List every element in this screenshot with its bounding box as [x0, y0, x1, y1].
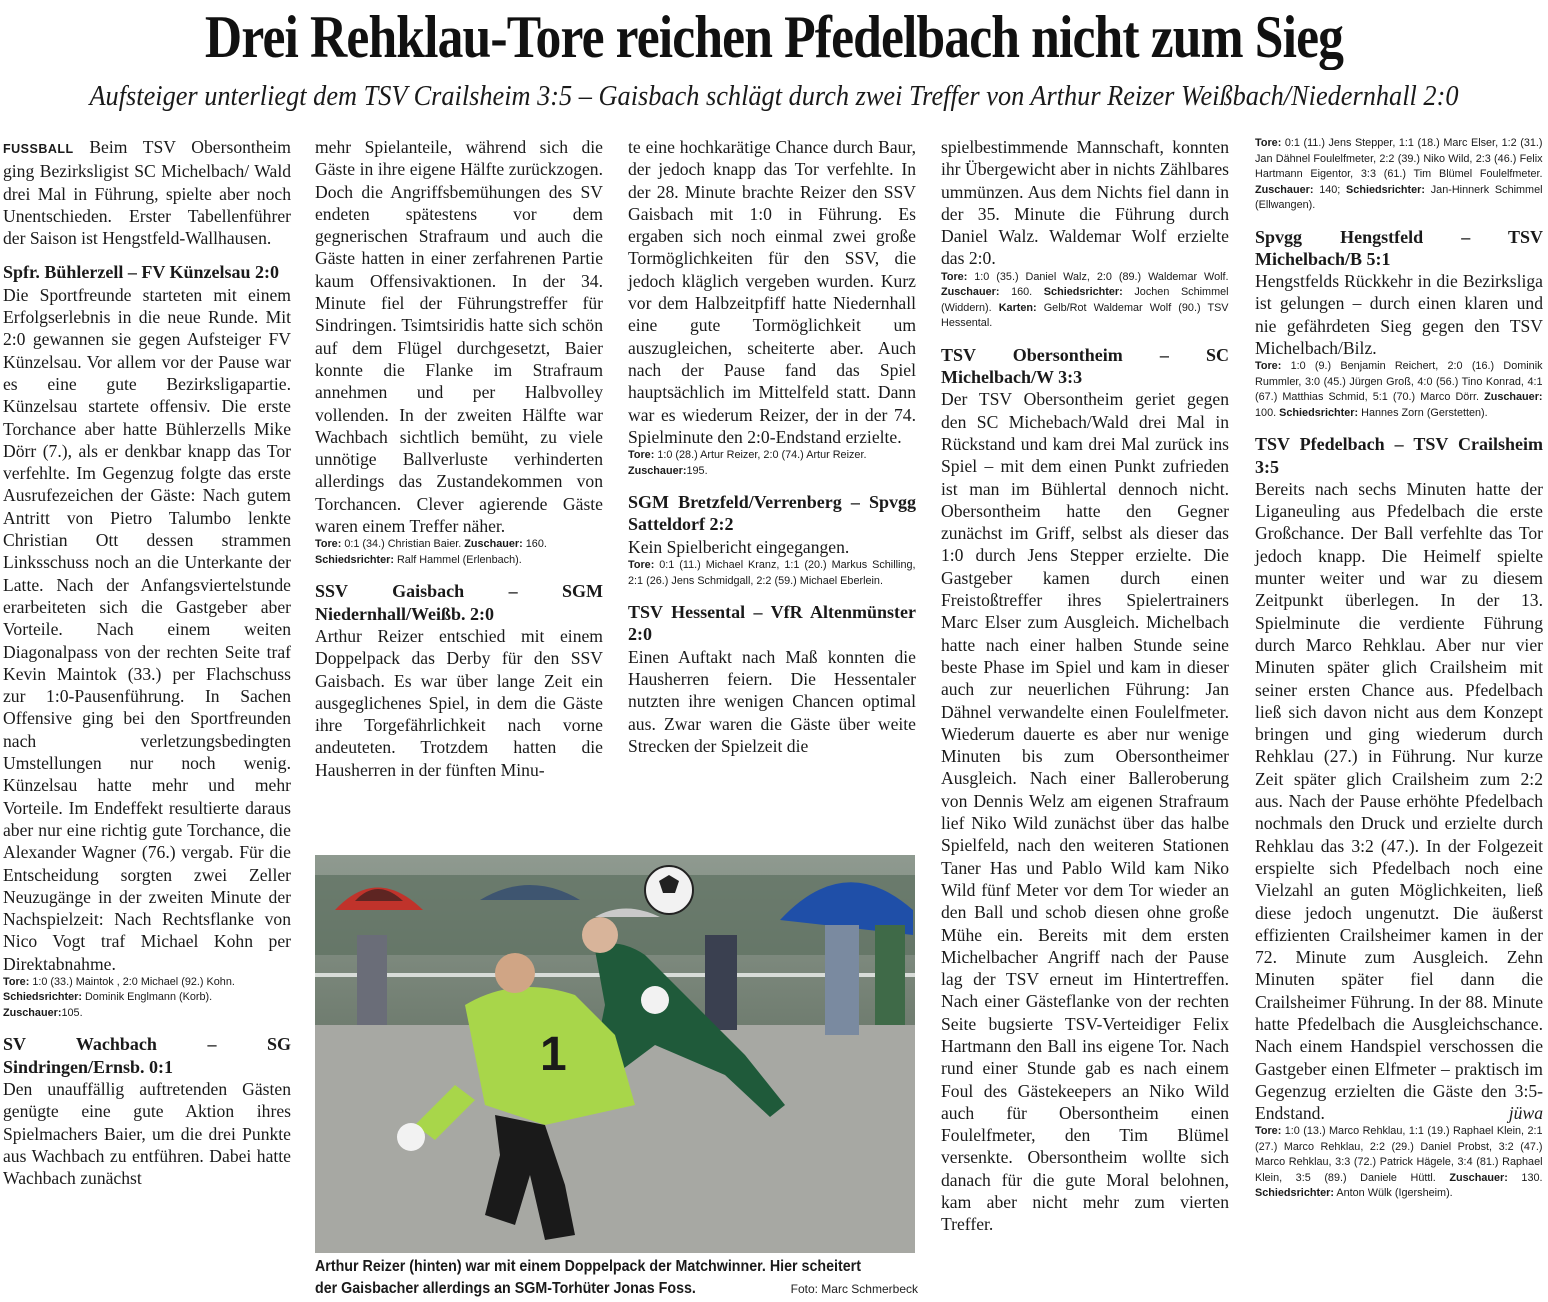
- stat-value: 1:0 (28.) Artur Reizer, 2:0 (74.) Artur Reizer.: [657, 449, 867, 462]
- match-body-gaisbach-part-2: te eine hochkarätige Chance durch Baur, der jedoch knapp das Tor verfehlte. In der 28. Minute brachte Reizer den SSV Gaisbach mit 1:0 in Führung. Es ergaben sich noch einmal zwei große Tormöglichkeiten für den SSV, die jedoch kläglich vergeben wurden. Kurz vor dem Halbzeitpfiff hatte Niedernhall eine gute Tormöglichkeit um auszugleichen, scheiterte aber. Auch nach der Pause fand das Spiel hauptsächlich im Mittelfeld statt. Dann war es wiederum Reizer, der in der 74. Spielminute den 2:0-Endstand erzielte.: [628, 137, 916, 447]
- stat-value: 160.: [1011, 286, 1033, 299]
- stat-label: Tore:: [1255, 1125, 1282, 1138]
- stat-value: Hannes Zorn (Gerstetten).: [1361, 406, 1488, 419]
- photo-caption: Arthur Reizer (hinten) war mit einem Doppelpack der Matchwinner. Hier scheitert der Gaisbacher allerdings an SGM-Torhüter Jonas Foss.: [315, 1258, 861, 1297]
- stat-value: Jochen Schimmel (Widdern).: [941, 286, 1229, 314]
- stat-label: Tore:: [3, 975, 30, 988]
- stat-label: Tore:: [628, 449, 655, 462]
- author-initials: jüwa: [1508, 1103, 1543, 1124]
- stat-value: 105.: [61, 1006, 83, 1019]
- goalkeeper-glove: [397, 1123, 425, 1151]
- match-body-hessental-part-2: spielbestimmende Mannschaft, konnten ihr Übergewicht aber in nichts Zählbares ummünzen. Aus dem Nichts fiel dann in der 35. Minute die Führung durch Daniel Walz. Waldemar Wolf erzielte das 2:0.: [941, 137, 1229, 269]
- subheadline: Aufsteiger unterliegt dem TSV Crailsheim 3:5 – Gaisbach schlägt durch zwei Treffer von Arthur Reizer Weißbach/Niedernhall 2:0: [89, 81, 1459, 112]
- field-player-head: [582, 917, 618, 953]
- stat-value: 1:0 (35.) Daniel Walz, 2:0 (89.) Waldemar Wolf.: [974, 270, 1229, 283]
- match-body-gaisbach-part-1: Arthur Reizer entschied mit einem Doppelpack das Derby für den SSV Gaisbach. Es war über lange Zeit ein ausgeglichenes Spiel, in dem die Gäste ihre Torgefährlichkeit nach vorne andeuteten. Trotzdem hatten die Hausherren in der fünften Minu-: [315, 625, 603, 780]
- stat-label: Zuschauer:: [941, 286, 1000, 299]
- stat-label: Zuschauer:: [464, 538, 523, 551]
- match-stats-buehlerzell: [3, 975, 291, 1022]
- stat-label: Schiedsrichter:: [1279, 406, 1359, 419]
- match-header-bretzfeld: SGM Bretzfeld/Verrenberg – Spvgg Satteldorf 2:2: [628, 492, 916, 535]
- match-body-hessental-part-1: Einen Auftakt nach Maß konnten die Hausherren feiern. Die Hessentaler nutzten ihre wenigen Chancen optimal aus. Zwar waren die Gäste über weite Strecken der Spielzeit die: [628, 646, 916, 756]
- stat-label: Zuschauer:: [1449, 1171, 1508, 1184]
- column-2: [315, 136, 603, 780]
- match-body-pfedelbach: [1255, 478, 1543, 1125]
- column-3: [628, 136, 916, 836]
- stat-value: 130.: [1521, 1171, 1543, 1184]
- match-stats-bretzfeld: [628, 558, 916, 589]
- intro-text: Beim TSV Obersontheim ging Bezirksligist SC Michelbach/ Wald drei Mal in Führung, spielte aber noch Unentschieden. Erster Tabellenführer der Saison ist Hengstfeld-Wallhausen.: [3, 137, 291, 249]
- stat-label: Tore:: [628, 559, 655, 572]
- stat-value: 1:0 (33.) Maintok , 2:0 Michael (92.) Kohn.: [32, 975, 235, 988]
- stat-label: Zuschauer:: [1255, 183, 1314, 196]
- match-stats-hessental: [941, 270, 1229, 332]
- match-header-buehlerzell: Spfr. Bühlerzell – FV Künzelsau 2:0: [3, 262, 280, 283]
- stat-value: Jan-Hinnerk Schimmel (Ellwangen).: [1255, 183, 1543, 211]
- photo-credit: Foto: Marc Schmerbeck: [790, 1282, 918, 1296]
- match-header-obersontheim: TSV Obersontheim – SC Michelbach/W 3:3: [941, 344, 1229, 388]
- stat-value: 160.: [525, 538, 547, 551]
- match-body-wachbach-part-1: Den unauffällig auftretenden Gästen genügte eine gute Aktion ihres Spielmachers Baier, um die drei Punkte aus Wachbach zu entführen. Dabei hatte Wachbach zunächst: [3, 1079, 291, 1189]
- match-body-hengstfeld: Hengstfelds Rückkehr in die Bezirksliga ist gelungen – durch einen klaren und nie gefährdeten Sieg gegen den TSV Michelbach/Bilz.: [1255, 271, 1543, 358]
- match-stats-wachbach: [315, 537, 603, 568]
- spectator: [825, 925, 859, 1035]
- match-body-obersontheim: Der TSV Obersontheim geriet gegen den SC Michebach/Wald drei Mal in Rückstand und kam drei Mal zurück ins Spiel – mit dem einen Punkt zufrieden ist man im Bühlertal dennoch nicht. Obersontheim hatte den Gegner zunächst im Griff, selbst als dieser das 1:0 durch Jens Stepper erzielte. Die Gastgeber kamen durch einen Freistoßtreffer ihres Spielertrainers Marc Elser zum Ausgleich. Michelbach hatte nach einer halben Stunde seine beste Phase im Spiel und kam in dieser auch zur neuerlichen Führung: Jan Dähnel verwandelte einen Foulelfmeter. Wiederum dauerte es aber nur wenige Minuten bis zum Obersontheimer Ausgleich. Nach einer Balleroberung von Dennis Welz am eigenen Strafraum lief Niko Wild zunächst über das halbe Spielfeld, nach den weiteren Stationen Taner Has und Pablo Wild kam Niko Wild fünf Meter vor dem Tor wieder an den Ball und schob diesen ohne große Mühe ein. Bereits mit dem ersten Michelbacher Angriff nach der Pause lag der TSV erneut im Hintertreffen. Nach einer Gästeflanke von der rechten Seite bugsierte TSV-Verteidiger Felix Hartmann den Ball ins eigene Tor. Nach rund einer Stunde gab es nach einem Foul des Gästekeepers an Niko Wild auch für Obersontheim einen Foulelfmeter, den Tim Blümel versenkte. Obersontheim wollte sich danach für die gute Moral belohnen, kam aber nicht mehr zum vierten Treffer.: [941, 389, 1229, 1235]
- match-header-pfedelbach: TSV Pfedelbach – TSV Crailsheim 3:5: [1255, 434, 1543, 477]
- stat-label: Schiedsrichter:: [1346, 183, 1426, 196]
- match-header-wachbach: SV Wachbach – SG Sindringen/Ernsb. 0:1: [3, 1034, 291, 1077]
- column-4: [941, 136, 1229, 1301]
- stat-value: 100.: [1255, 406, 1277, 419]
- goalkeeper-head: [495, 953, 535, 993]
- match-stats-gaisbach: [628, 448, 916, 479]
- stat-label: Tore:: [941, 270, 968, 283]
- stat-label: Schiedsrichter:: [1255, 1187, 1334, 1200]
- stat-label: Tore:: [315, 538, 342, 551]
- stat-label: Tore:: [1255, 360, 1282, 373]
- spectator: [357, 935, 387, 1025]
- spectator: [705, 935, 737, 1030]
- match-body-buehlerzell: Die Sportfreunde starteten mit einem Erfolgserlebnis in die neue Runde. Mit 2:0 gewannen sie gegen Aufsteiger FV Künzelsau. Vor allem vor der Pause war es eine gute Bezirksligapartie. Künzelsau startete offensiv. Die erste Torchance aber hatte Bühlerzells Mike Dörr (7.), als er denkbar knapp das Tor verfehlte. Im Gegenzug folgte das erste Ausrufezeichen der Gäste: Nach gutem Antritt von Pietro Talumbo lenkte Christian Ott dessen strammen Linksschuss noch an die Unterkante der Latte. Nach der Anfangsviertelstunde erarbeiteten sich die Gastgeber aber Vorteile. Nach einem weiten Diagonalpass von der rechten Seite traf Kevin Maintok (33.) per Flachschuss zur 1:0-Pausenführung. In Sachen Offensive ging bei den Sportfreunden nach verletzungsbedingten Umstellungen nur noch wenig. Künzelsau hatte mehr und mehr Vorteile. Im Endeffekt resultierte daraus aber nur eine richtig gute Torchance, die Alexander Wagner (76.) vergab. Für die Entscheidung sorgten zwei Zeller Neuzugänge in der zweiten Minute der Nachspielzeit: Nach Rechtsflanke von Nico Vogt traf Michael Kohn per Direktabnahme.: [3, 284, 291, 974]
- intro-paragraph: [3, 136, 291, 249]
- match-body-bretzfeld: Kein Spielbericht eingegangen.: [628, 536, 850, 557]
- stat-label: Schiedsrichter:: [1043, 286, 1123, 299]
- stat-label: Tore:: [1255, 137, 1282, 149]
- stat-value: 1:0 (9.) Benjamin Reichert, 2:0 (16.) Dominik Rummler, 3:0 (45.) Jürgen Groß, 4:0 (56.) Tino Konrad, 4:1 (67.) Matthias Schmid, 5:1 (70.) Marco Dörr.: [1255, 360, 1543, 404]
- stat-value: Anton Wülk (Igersheim).: [1336, 1187, 1453, 1200]
- match-stats-hengstfeld: [1255, 359, 1543, 421]
- stat-value: 0:1 (11.) Michael Kranz, 1:1 (20.) Markus Schilling, 2:1 (26.) Jens Schmidgall, 2:2 (59.) Michael Eberlein.: [628, 559, 916, 587]
- match-stats-pfedelbach: [1255, 1124, 1543, 1202]
- stat-label: Zuschauer:: [3, 1006, 62, 1019]
- stat-value: Dominik Englmann (Korb).: [84, 991, 213, 1004]
- stat-value: Ralf Hammel (Erlenbach).: [396, 553, 522, 566]
- stat-label: Schiedsrichter:: [3, 991, 82, 1004]
- column-5: [1255, 136, 1543, 1302]
- stat-value: 0:1 (11.) Jens Stepper, 1:1 (18.) Marc Elser, 1:2 (31.) Jan Dähnel Foulelfmeter, 2:2 (39.) Niko Wild, 2:3 (46.) Felix Hartmann Eigentor, 3:3 (61.) Tim Blümel Foulelfmeter.: [1255, 137, 1543, 180]
- stat-value: Gelb/Rot Waldemar Wolf (90.) TSV Hessental.: [941, 301, 1229, 330]
- stat-value: 1:0 (13.) Marco Rehklau, 1:1 (19.) Raphael Klein, 2:1 (27.) Marco Rehklau, 2:2 (29.) Daniel Probst, 3:2 (47.) Marco Rehklau, 3:3 (72.) Patrick Hägele, 3:4 (81.) Raphael Klein, 3:5 (89.) Daniele Hüttl.: [1255, 1125, 1543, 1184]
- stat-value: 140;: [1319, 183, 1341, 196]
- jersey-number: 1: [540, 1028, 567, 1081]
- photo-illustration: [315, 855, 915, 1253]
- stat-value: 0:1 (34.) Christian Baier.: [344, 538, 462, 551]
- match-header-gaisbach: SSV Gaisbach – SGM Niedernhall/Weißb. 2:0: [315, 581, 603, 624]
- match-body-wachbach-part-2: mehr Spielanteile, während sich die Gäste in ihre eigene Hälfte zurückzogen. Doch die Angriffsbemühungen des SV endeten spätestens vor dem gegnerischen Strafraum und auch die Gäste hatten in einer zerfahrenen Partie kaum Offensivaktionen. In der 34. Minute fiel der Führungstreffer für Sindringen. Tsimtsiridis hatte sich schön auf dem Flügel durchgesetzt, Baier konnte die Flanke im Strafraum annehmen und per Halbvolley vollenden. In der zweiten Hälfte war Wachbach sichtlich bemüht, zu viele unnötige Ballverluste verhinderten allerdings das Zustandekommen von Torchancen. Clever agierende Gäste waren einem Treffer näher.: [315, 137, 603, 537]
- stat-label: Zuschauer:: [628, 464, 687, 477]
- match-body-pfedelbach-text: Bereits nach sechs Minuten hatte der Liganeuling aus Pfedelbach die erste Großchance. Der Ball verfehlte das Tor jedoch knapp. Die Heimelf spielte munter weiter und war zu diesem Zeitpunkt überlegen. In der 13. Spielminute die verdiente Führung durch Marco Rehklau. Aber nur vier Minuten später glich Crailsheim mit seiner ersten Chance aus. Pfedelbach ließ sich davon nicht aus dem Konzept bringen und ging wiederum durch Rehklau (27.) in Führung. Nur kurze Zeit später glich Crailsheim zum 2:2 aus. Nach der Pause erhöhte Pfedelbach nochmals den Druck und erzielte durch Rehklau das 3:2 (47.). In der Folgezeit erspielte sich Pfedelbach noch eine Vielzahl an guten Möglichkeiten, ließ diese jedoch ungenutzt. Die äußerst effizienten Crailsheimer kamen in der 72. Minute zum Ausgleich. Zehn Minuten später fiel dann die Crailsheimer Führung. In der 88. Minute hatte Pfedelbach die Ausgleichschance. Nach einem Handspiel verschossen die Gastgeber einen Elfmeter – praktisch im Gegenzug erzielten die Gäste den 3:5-Endstand.: [1255, 478, 1543, 1124]
- stat-value: 195.: [686, 464, 708, 477]
- headline: Drei Rehklau-Tore reichen Pfedelbach nicht zum Sieg: [204, 4, 1344, 70]
- stat-label: Schiedsrichter:: [315, 553, 394, 566]
- goalkeeper-glove: [641, 986, 669, 1014]
- match-stats-obersontheim: [1255, 136, 1543, 214]
- match-header-hessental: TSV Hessental – VfR Altenmünster 2:0: [628, 602, 916, 645]
- spectator: [875, 925, 905, 1025]
- match-photo: [315, 855, 915, 1253]
- stat-label: Zuschauer:: [1484, 391, 1543, 404]
- match-header-hengstfeld: Spvgg Hengstfeld – TSV Michelbach/B 5:1: [1255, 226, 1543, 269]
- column-1: [3, 136, 291, 1301]
- section-kicker: FUSSBALL: [3, 142, 74, 156]
- stat-label: Karten:: [998, 301, 1037, 314]
